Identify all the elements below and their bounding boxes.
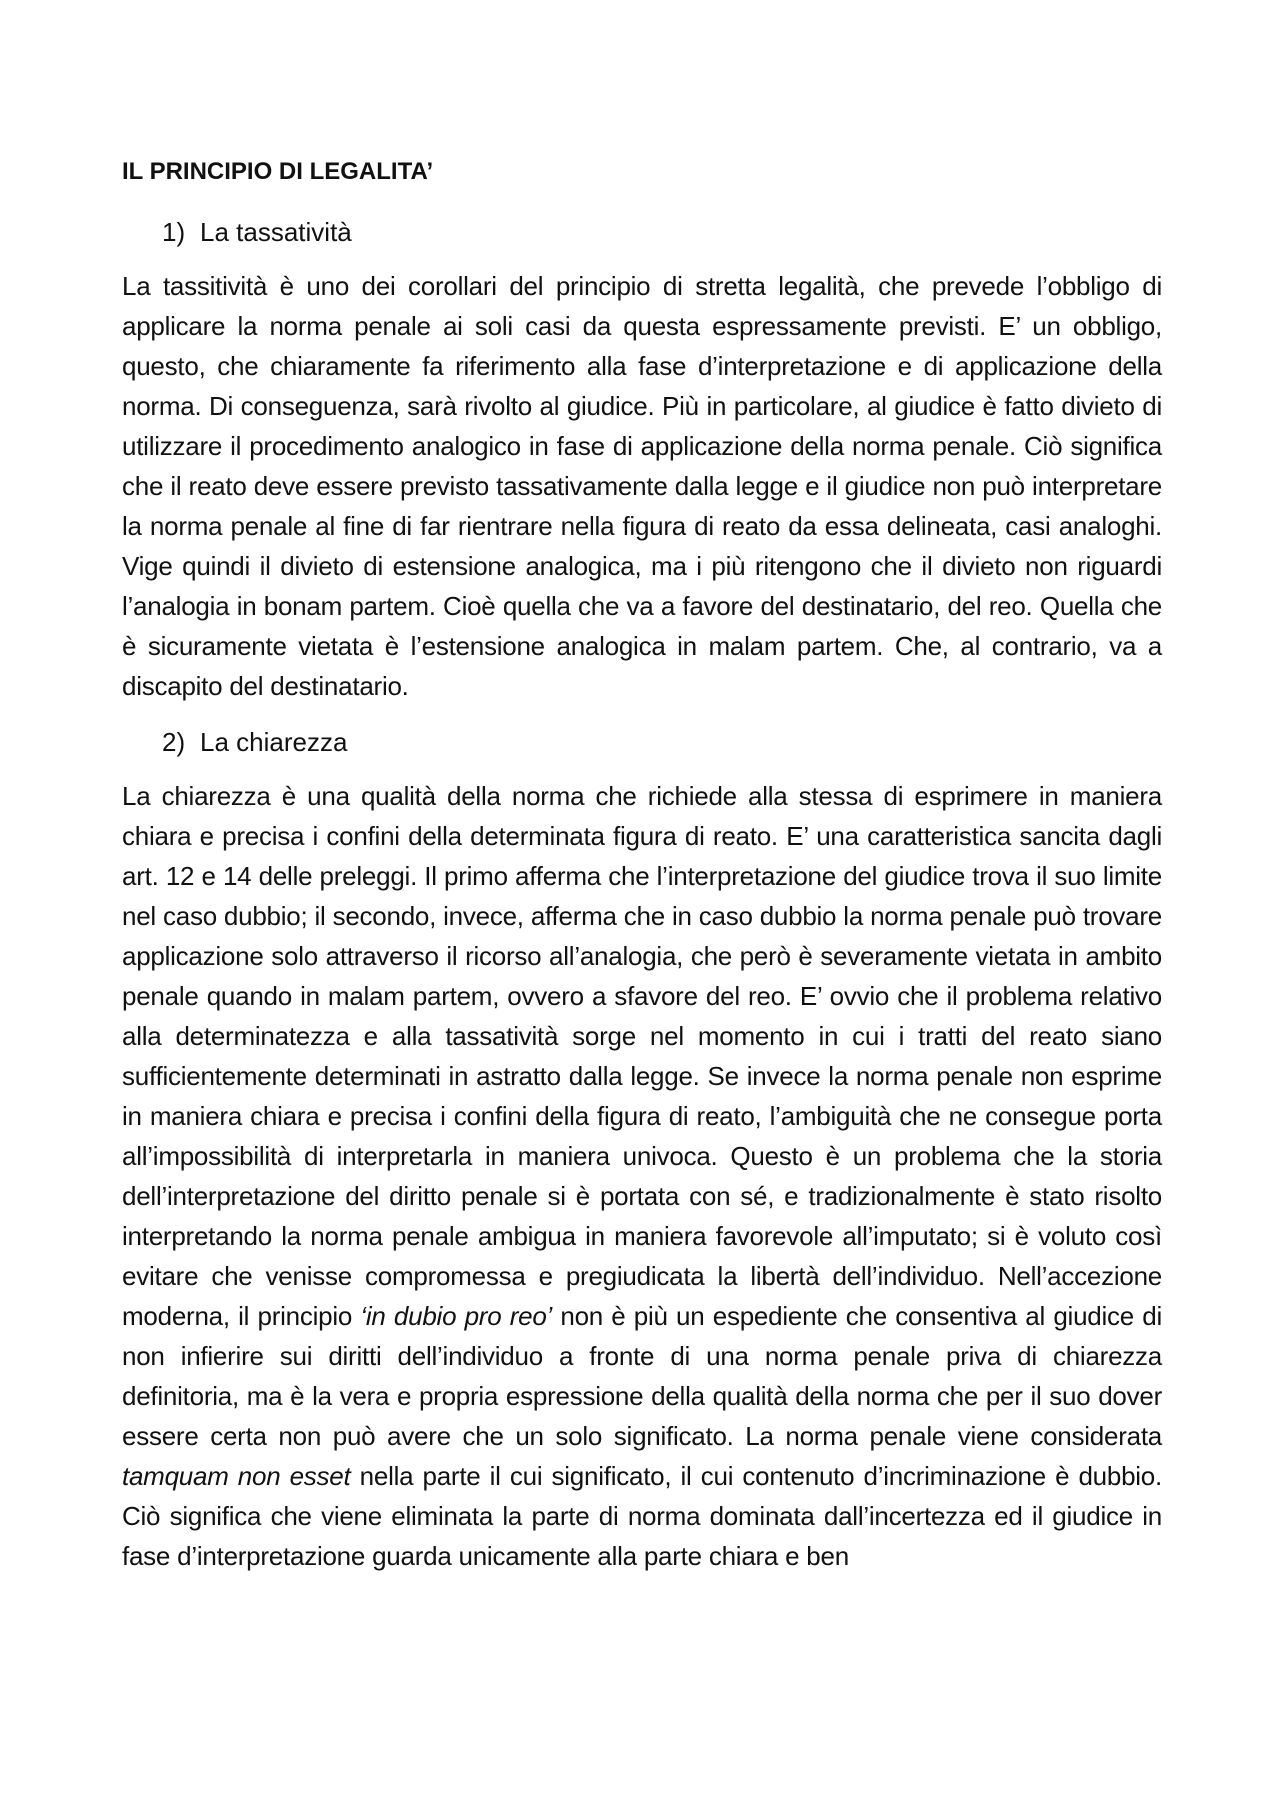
paragraph-chiarezza [122, 776, 1162, 1576]
latin-phrase-tamquam-non-esset: tamquam non esset [122, 1461, 351, 1491]
paragraph-text: La chiarezza è una qualità della norma che richiede alla stessa di esprimere in maniera chiara e precisa i confini della determinata figura di reato. E’ una caratteristica sancita dagli art. 12 e 14 delle preleggi. Il primo afferma che l’interpretazione del giudice trova il suo limite nel caso dubbio; il secondo, invece, afferma che in caso dubbio la norma penale può trovare applicazione solo attraverso il ricorso all’analogia, che però è severamente vietata in ambito penale quando in malam partem, ovvero a sfavore del reo. E’ ovvio che il problema relativo alla determinatezza e alla tassatività sorge nel momento in cui i tratti del reato siano sufficientemente determinati in astratto dalla legge. Se invece la norma penale non esprime in maniera chiara e precisa i confini della figura di reato, l’ambiguità che ne consegue porta all’impossibilità di interpretarla in maniera univoca. Questo è un problema che la storia dell’interpretazione del diritto penale si è portata con sé, e tradizionalmente è stato risolto interpretando la norma penale ambigua in maniera favorevole all’imputato; si è voluto così evitare che venisse compromessa e pregiudicata la libertà dell’individuo. Nell’accezione moderna, il principio [122, 781, 1162, 1331]
latin-phrase-in-dubio-pro-reo: ‘in dubio pro reo’ [360, 1301, 553, 1331]
section-heading-label: La tassatività [200, 217, 352, 247]
section-heading-tassativita [162, 212, 1162, 252]
section-number: 1) [162, 217, 186, 247]
section-heading-chiarezza [162, 722, 1162, 762]
document-title: IL PRINCIPIO DI LEGALITA’ [122, 158, 434, 185]
paragraph-text: non è più un espediente che consentiva al giudice di non infierire sui diritti dell’individuo a fronte di una norma penale priva di chiarezza definitoria, ma è la vera e propria espressione della qualità della norma che per il suo dover essere certa non può avere che un solo significato. La norma penale viene considerata [122, 1301, 1163, 1451]
paragraph-text: nella parte il cui significato, il cui contenuto d’incriminazione è dubbio. Ciò significa che viene eliminata la parte di norma dominata dall’incertezza ed il giudice in fase d’interpretazione guarda unicamente alla parte chiara e ben [122, 1461, 1162, 1571]
document-page [122, 152, 1162, 1592]
section-heading-label: La chiarezza [200, 727, 348, 757]
paragraph-tassativita: La tassitività è uno dei corollari del principio di stretta legalità, che prevede l’obbligo di applicare la norma penale ai soli casi da questa espressamente previsti. E’ un obbligo, questo, che chiaramente fa riferimento alla fase d’interpretazione e di applicazione della norma. Di conseguenza, sarà rivolto al giudice. Più in particolare, al giudice è fatto divieto di utilizzare il procedimento analogico in fase di applicazione della norma penale. Ciò significa che il reato deve essere previsto tassativamente dalla legge e il giudice non può interpretare la norma penale al fine di far rientrare nella figura di reato da essa delineata, casi analoghi. Vige quindi il divieto di estensione analogica, ma i più ritengono che il divieto non riguardi l’analogia in bonam partem. Cioè quella che va a favore del destinatario, del reo. Quella che è sicuramente vietata è l’estensione analogica in malam partem. Che, al contrario, va a discapito del destinatario. [122, 271, 1162, 701]
section-number: 2) [162, 727, 186, 757]
